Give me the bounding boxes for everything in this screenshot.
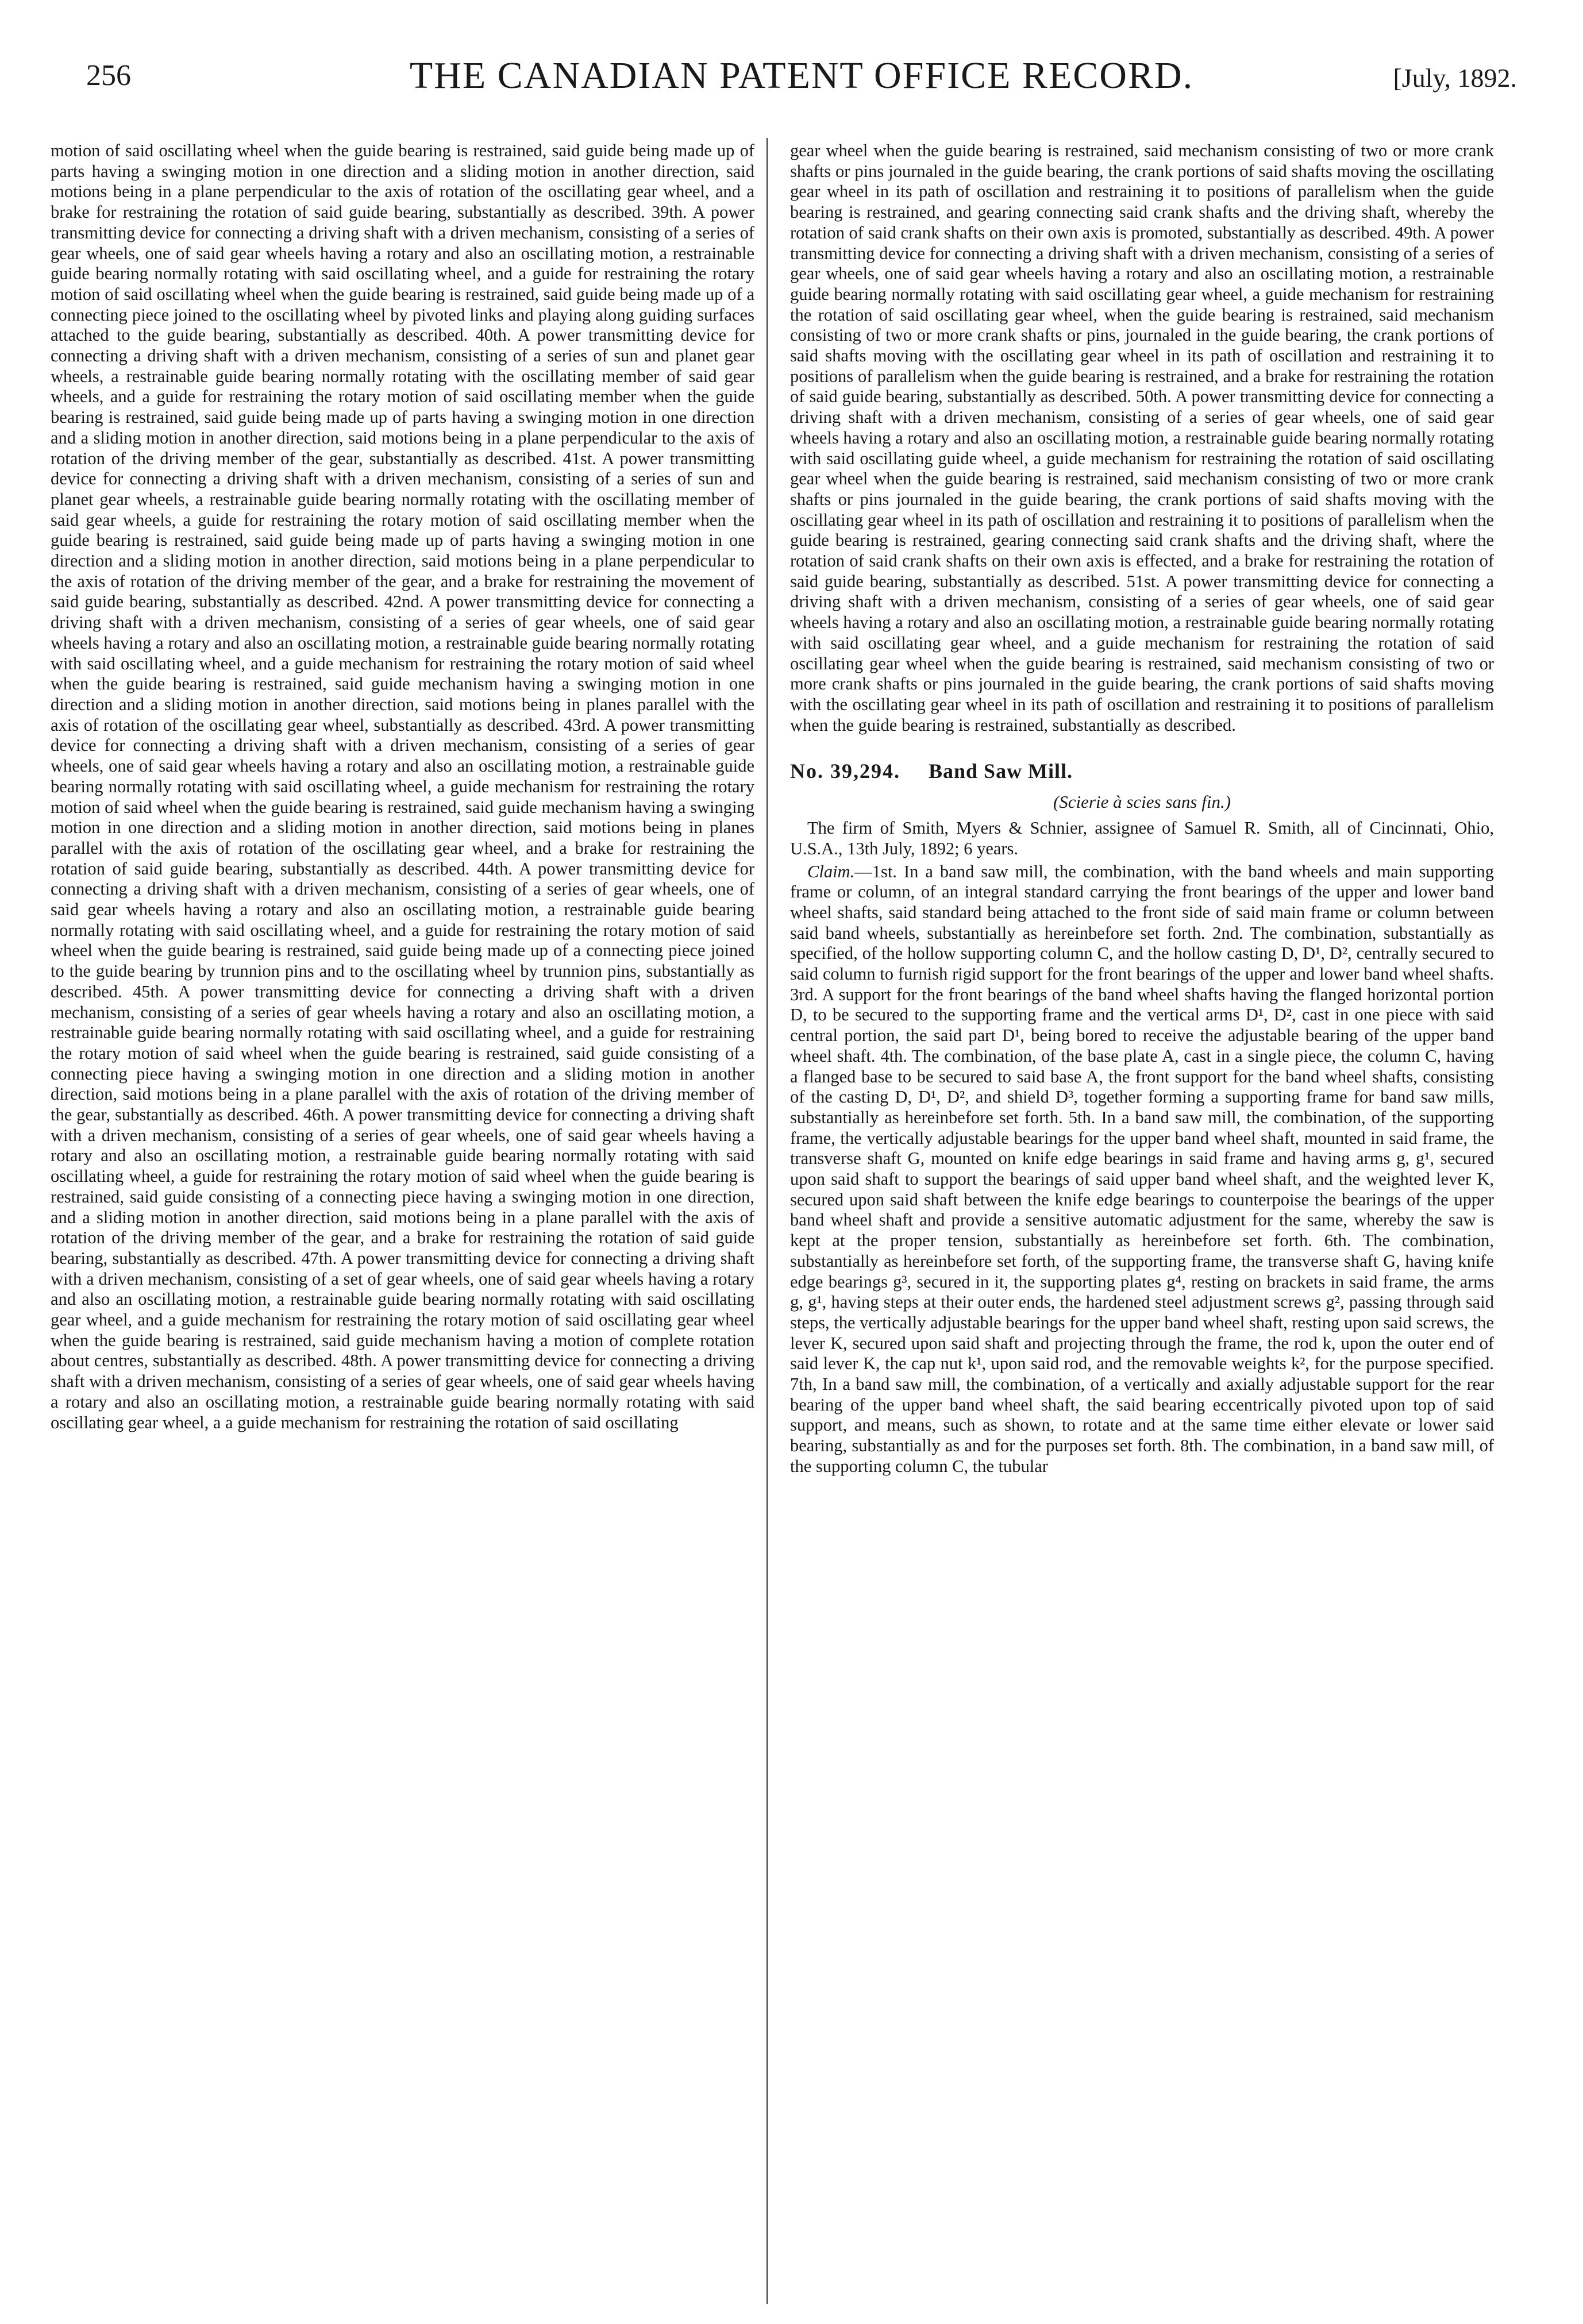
patent-grantee: The firm of Smith, Myers & Schnier, assignee of Samuel R. Smith, all of Cincinnati, Ohio, U.S.A., 13th July, 1892; 6 years.	[790, 818, 1494, 858]
patent-number: No. 39,294.	[790, 760, 900, 783]
patent-title: Band Saw Mill.	[929, 760, 1073, 783]
right-column-text: gear wheel when the guide bearing is restrained, said mechanism consisting of two or more crank shafts or pins journaled in the guide bearing, the crank portions of said shafts moving the oscillating gear wheel in its path of oscillation and restraining it to positions of parallelism when the guide bearing is restrained, and gearing connecting said crank shafts and the driving shaft, whereby the rotation of said crank shafts on their own axis is promoted, substantially as described. 49th. A power transmitting device for connecting a driving shaft with a driven mechanism, consisting of a series of gear wheels, one of said gear wheels having a rotary and also an oscillating motion, a restrainable guide bearing normally rotating with said oscillating gear wheel, a guide mechanism for restraining the rotation of said oscillating gear wheel, when the guide bearing is restrained, said mechanism consisting of two or more crank shafts or pins, journaled in the guide bearing, the crank portions of said shafts moving with the oscillating gear wheel in its path of oscillation and restraining it to positions of parallelism when the guide bearing is restrained, and a brake for restraining the rotation of said guide bearing, substantially as described. 50th. A power transmitting device for connecting a driving shaft with a driven mechanism, consisting of a series of gear wheels, one of said gear wheels having a rotary and also an oscillating motion, a restrainable guide bearing normally rotating with said oscillating guide wheel, a guide mechanism for restraining the rotation of said oscillating gear wheel when the guide bearing is restrained, said mechanism consisting of two or more crank shafts or pins journaled in the guide bearing, the crank portions of said shafts moving with the oscillating gear wheel in its path of oscillation and restraining it to positions of parallelism when the guide bearing is restrained, gearing connecting said crank shafts and the driving shaft, where the rotation of said crank shafts on their own axis is effected, and a brake for restraining the rotation of said guide bearing, substantially as described. 51st. A power transmitting device for connecting a driving shaft with a driven mechanism, consisting of a series of gear wheels, one of said gear wheels having a rotary and also an oscillating motion, a restrainable guide bearing normally rotating with said oscillating gear wheel, and a guide mechanism for restraining the rotation of said oscillating gear wheel when the guide bearing is restrained, said mechanism consisting of two or more crank shafts or pins journaled in the guide bearing, the crank portions of said shafts moving with the oscillating gear wheel in its path of oscillation and restraining it to positions of parallelism when the guide bearing is restrained, substantially as described.	[790, 141, 1494, 735]
claim-label: Claim.	[807, 861, 855, 881]
left-column	[51, 141, 754, 1433]
right-column	[790, 141, 1494, 1477]
page-number: 256	[86, 59, 131, 92]
patent-heading	[790, 758, 1494, 784]
page-header	[86, 53, 1517, 99]
running-title: THE CANADIAN PATENT OFFICE RECORD.	[409, 55, 1194, 97]
patent-subtitle: (Scierie à scies sans fin.)	[1053, 792, 1231, 812]
issue-date: [July, 1892.	[1393, 63, 1517, 93]
patent-claims	[790, 862, 1494, 1477]
claims-text: —1st. In a band saw mill, the combination, with the band wheels and main supporting frame or column, of an integral standard carrying the front bearings of the upper and lower band wheel shafts, said standard being attached to the front side of said main frame or column between said band wheels, substantially as hereinbefore set forth. 2nd. The combination, substantially as specified, of the hollow supporting column C, and the hollow casting D, D¹, D², centrally secured to said column to furnish rigid support for the front bearings of the upper and lower band wheel shafts. 3rd. A support for the front bearings of the band wheel shafts having the flanged horizontal portion D, to be secured to the supporting frame and the vertical arms D¹, D², cast in one piece with said central portion, the said part D¹, being bored to receive the adjustable bearing of the upper band wheel shaft. 4th. The combination, of the base plate A, cast in a single piece, the column C, having a flanged base to be secured to said base A, the front support for the band wheel shafts, consisting of the casting D, D¹, D², and shield D³, together forming a supporting frame for band saw mills, substantially as hereinbefore set forth. 5th. In a band saw mill, the combination, of the supporting frame, the vertically adjustable bearings for the upper band wheel shaft, mounted in said frame, the transverse shaft G, mounted on knife edge bearings in said frame and having arms g, g¹, secured upon said shaft to support the bearings of said upper band wheel shaft, and the weighted lever K, secured upon said shaft between the knife edge bearings to counterpoise the bearings of the upper band wheel shaft and provide a sensitive automatic adjustment for the same, whereby the saw is kept at the proper tension, substantially as hereinbefore set forth. 6th. The combination, substantially as hereinbefore set forth, of the supporting frame, the transverse shaft G, having knife edge bearings g³, secured in it, the supporting plates g⁴, resting on brackets in said frame, the arms g, g¹, having steps at their outer ends, the hardened steel adjustment screws g², passing through said steps, the vertically adjustable bearings for the upper band wheel shaft, resting upon said screws, the lever K, secured upon said shaft and projecting through the frame, the rod k, upon the outer end of said lever K, the cap nut k¹, upon said rod, and the removable weights k², for the purpose specified. 7th, In a band saw mill, the combination, of a vertically and axially adjustable support for the rear bearing of the upper band wheel shaft, the said bearing eccentrically pivoted upon top of said support, and means, such as shown, to rotate and at the same time either elevate or lower said bearing, substantially as and for the purposes set forth. 8th. The combination, in a band saw mill, of the supporting column C, the tubular	[790, 861, 1494, 1476]
column-divider	[767, 138, 768, 2304]
left-column-text: motion of said oscillating wheel when the guide bearing is restrained, said guide being made up of parts having a swinging motion in one direction and a sliding motion in another direction, said motions being in a plane perpendicular to the axis of rotation of the oscillating gear wheel, and a brake for restraining the rotation of said guide bearing, substantially as described. 39th. A power transmitting device for connecting a driving shaft with a driven mechanism, consisting of a series of gear wheels, one of said gear wheels having a rotary and also an oscillating motion, a restrainable guide bearing normally rotating with said oscillating wheel, and a guide for restraining the rotary motion of said oscillating wheel when the guide bearing is restrained, said guide being made up of a connecting piece joined to the oscillating wheel by pivoted links and playing along guiding surfaces attached to the guide bearing, substantially as described. 40th. A power transmitting device for connecting a driving shaft with a driven mechanism, consisting of a series of sun and planet gear wheels, a restrainable guide bearing normally rotating with the oscillating member of said gear wheels, and a guide for restraining the rotary motion of said oscillating member when the guide bearing is restrained, said guide being made up of parts having a swinging motion in one direction and a sliding motion in another direction, said motions being in a plane perpendicular to the axis of rotation of the driving member of the gear, substantially as described. 41st. A power transmitting device for connecting a driving shaft with a driven mechanism, consisting of a series of sun and planet gear wheels, a restrainable guide bearing normally rotating with the oscillating member of said gear wheels, a guide for restraining the rotary motion of said oscillating member when the guide bearing is restrained, said guide being made up of parts having a swinging motion in one direction and a sliding motion in another direction, said motions being in a plane perpendicular to the axis of rotation of the driving member of the gear, and a brake for restraining the movement of said guide bearing, substantially as described. 42nd. A power transmitting device for connecting a driving shaft with a driven mechanism, consisting of a series of gear wheels, one of said gear wheels having a rotary and also an oscillating motion, a restrainable guide bearing normally rotating with said oscillating wheel, and a guide mechanism for restraining the rotary motion of said wheel when the guide bearing is restrained, said guide mechanism having a swinging motion in one direction and a sliding motion in another direction, said motions being in planes parallel with the axis of rotation of the oscillating gear wheel, substantially as described. 43rd. A power transmitting device for connecting a driving shaft with a driven mechanism, consisting of a series of gear wheels, one of said gear wheels having a rotary and also an oscillating motion, a restrainable guide bearing normally rotating with said oscillating wheel, a guide mechanism for restraining the rotary motion of said wheel when the guide bearing is restrained, said guide mechanism having a swinging motion in one direction and a sliding motion in another direction, said motions being in planes parallel with the axis of rotation of the oscillating gear wheel, and a brake for restraining the rotation of said guide bearing, substantially as described. 44th. A power transmitting device for connecting a driving shaft with a driven mechanism, consisting of a series of gear wheels, one of said gear wheels having a rotary and also an oscillating motion, a restrainable guide bearing normally rotating with said oscillating wheel, and a guide for restraining the rotary motion of said wheel when the guide bearing is restrained, said guide being made up of a connecting piece joined to the guide bearing by trunnion pins and to the oscillating wheel by trunnion pins, substantially as described. 45th. A power transmitting device for connecting a driving shaft with a driven mechanism, consisting of a series of gear wheels having a rotary and also an oscillating motion, a restrainable guide bearing normally rotating with said oscillating wheel, and a guide for restraining the rotary motion of said wheel when the guide bearing is restrained, said guide consisting of a connecting piece having a swinging motion in one direction and a sliding motion in another direction, said motions being in a plane parallel with the axis of rotation of the driving member of the gear, substantially as described. 46th. A power transmitting device for connecting a driving shaft with a driven mechanism, consisting of a series of gear wheels, one of said gear wheels having a rotary and also an oscillating motion, a restrainable guide bearing normally rotating with said oscillating wheel, a guide for restraining the rotary motion of said wheel when the guide bearing is restrained, said guide consisting of a connecting piece having a swinging motion in one direction, and a sliding motion in another direction, said motions being in a plane parallel with the axis of rotation of the driving member of the gear, and a brake for restraining the rotation of said guide bearing, substantially as described. 47th. A power transmitting device for connecting a driving shaft with a driven mechanism, consisting of a set of gear wheels, one of said gear wheels having a rotary and also an oscillating motion, a restrainable guide bearing normally rotating with said oscillating gear wheel, and a guide mechanism for restraining the rotary motion of said oscillating gear wheel when the guide bearing is restrained, said guide mechanism having a motion of complete rotation about centres, substantially as described. 48th. A power transmitting device for connecting a driving shaft with a driven mechanism, consisting of a series of gear wheels, one of said gear wheels having a rotary and also an oscillating motion, a restrainable guide bearing normally rotating with said oscillating gear wheel, a a guide mechanism for restraining the rotation of said oscillating	[51, 141, 754, 1432]
